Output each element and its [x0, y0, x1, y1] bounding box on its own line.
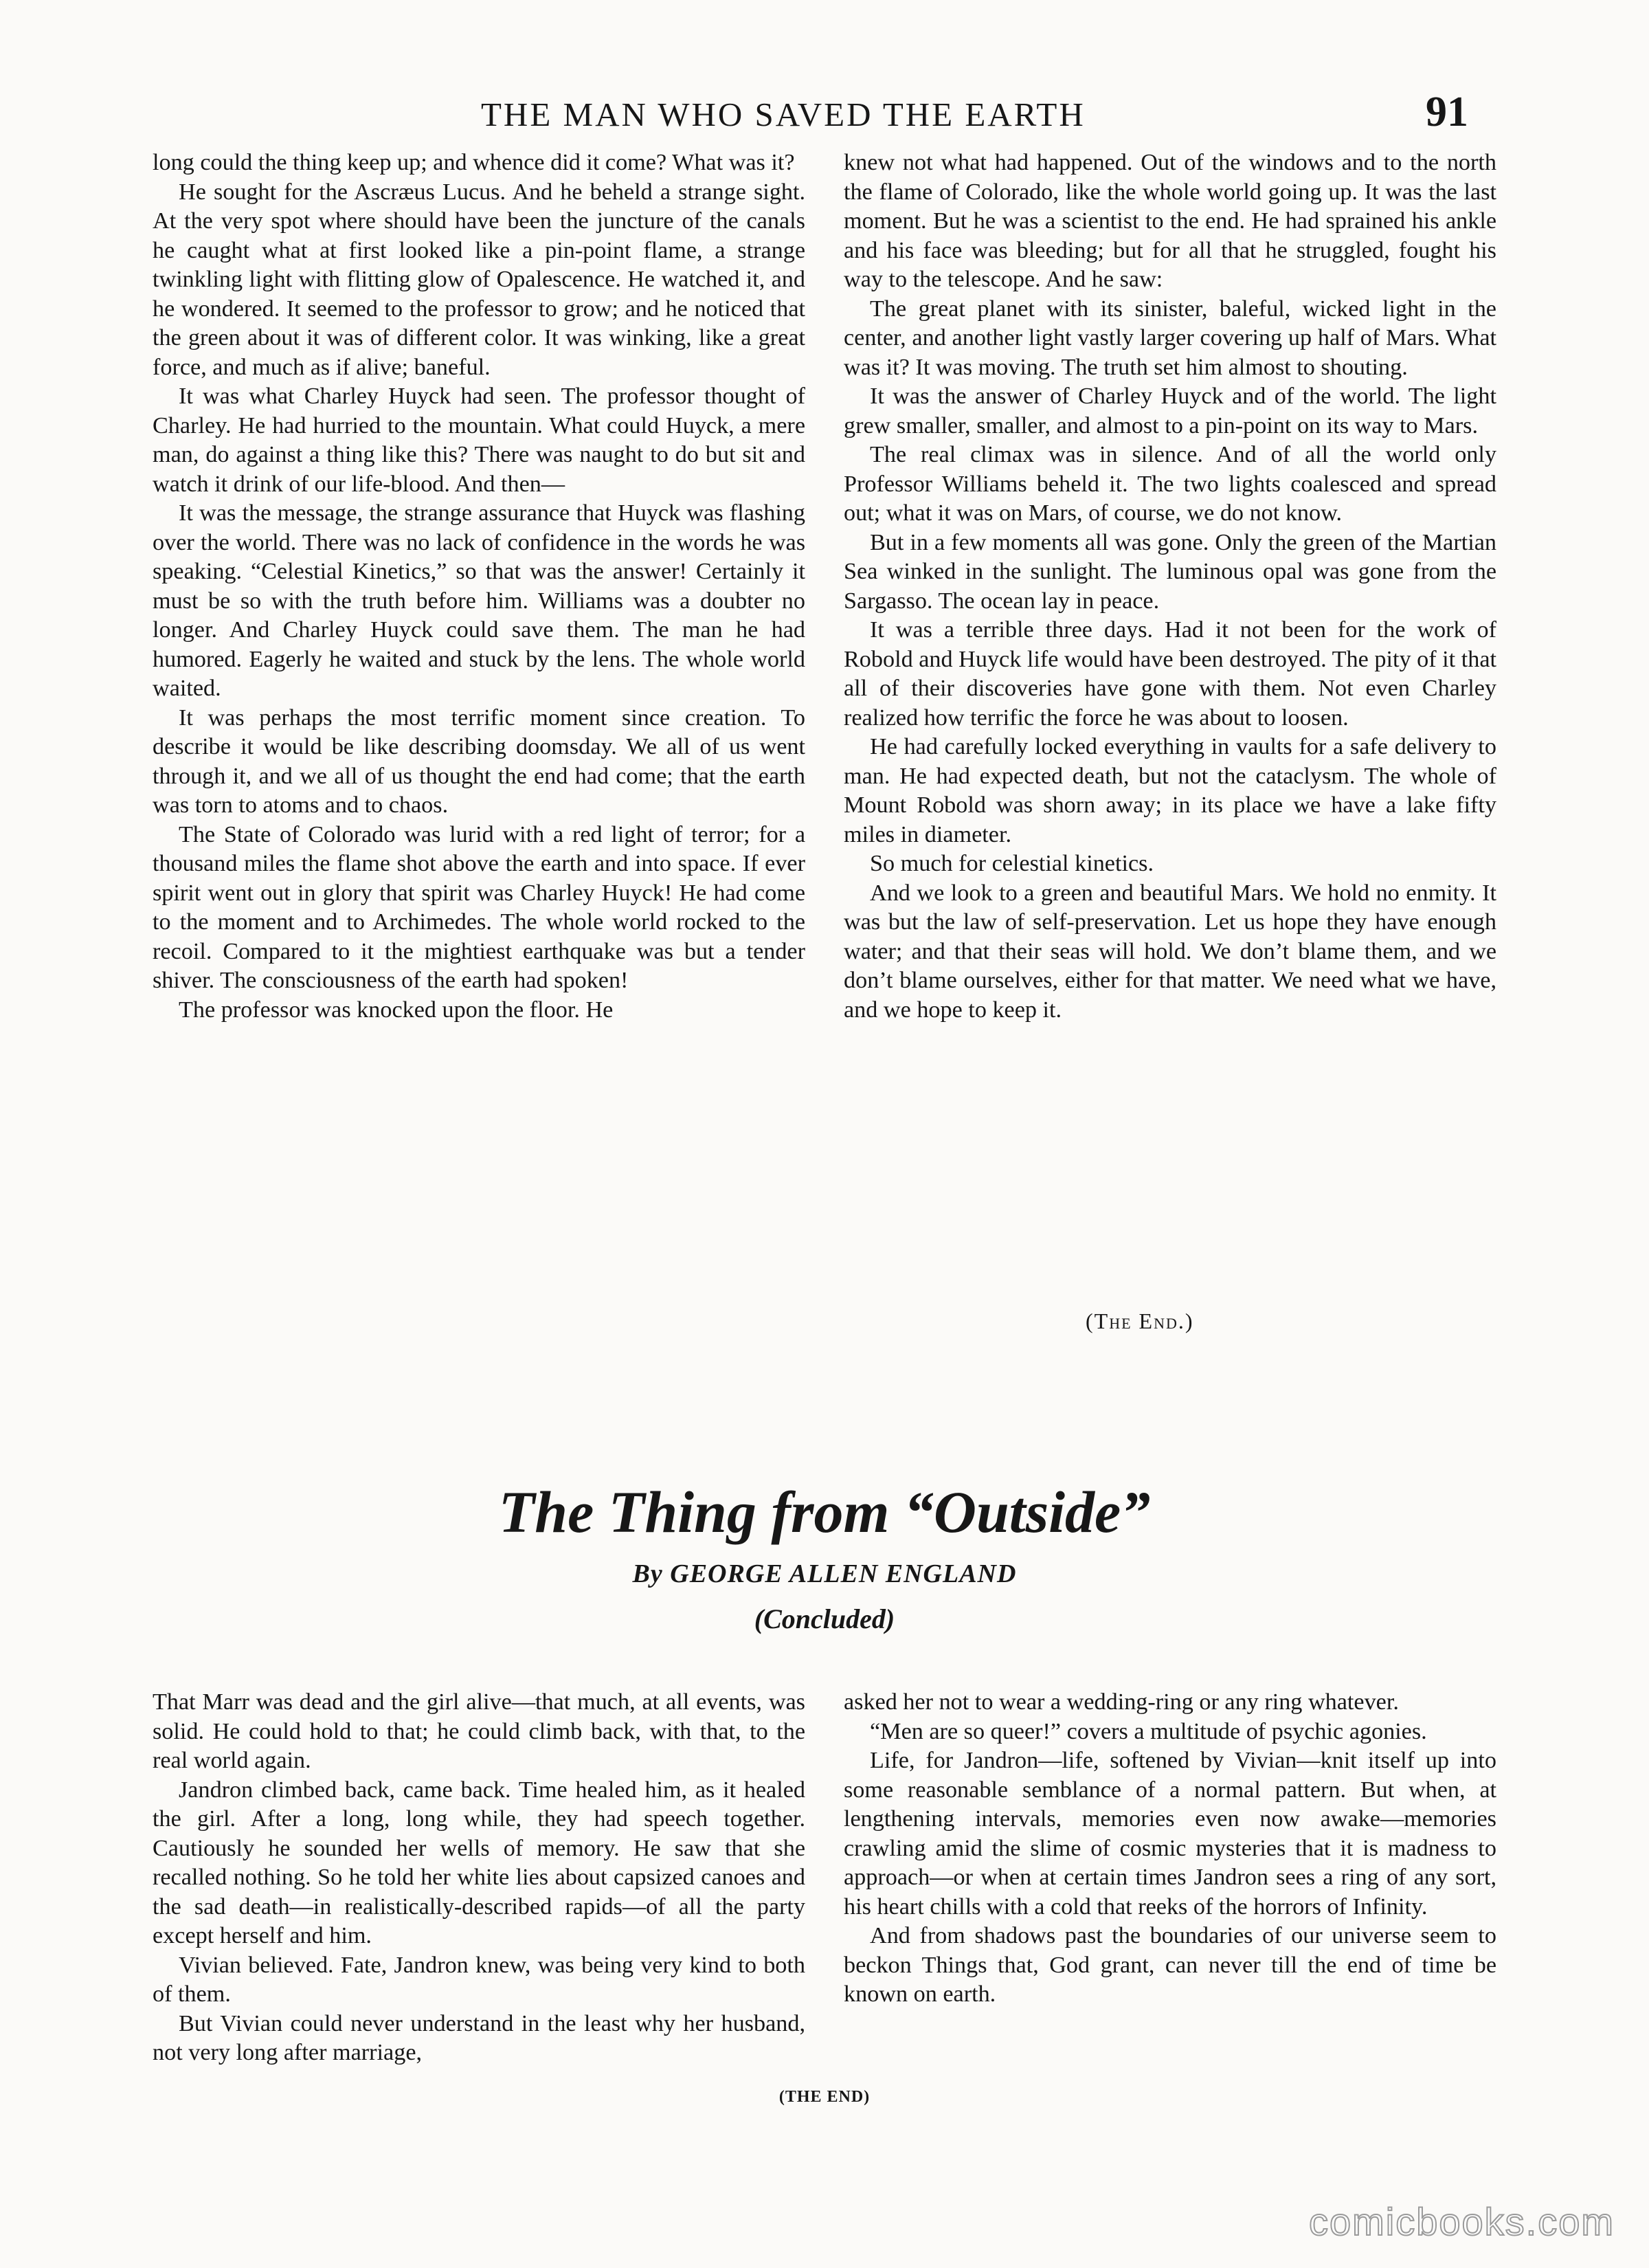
paragraph: So much for celestial kinetics. [870, 851, 1154, 876]
page-number: 91 [1426, 89, 1468, 135]
byline: By GEORGE ALLEN ENGLAND [632, 1559, 1017, 1588]
paragraph: The great planet with its sinister, baleful, wicked light in the center, and another light vastly larger covering up half of Mars. What was it? It was moving. The truth set him almost to shouting. [844, 296, 1496, 380]
concluded-label: (Concluded) [754, 1603, 895, 1634]
paragraph: knew not what had happened. Out of the windows and to the north the flame of Colorado, like the whole world going up. It was the last moment. But he was a scientist to the end. He had sprained his ankle and his face was bleeding; but for all that he struggled, fought his way to the telescope. And he saw: [844, 150, 1496, 292]
paragraph: It was perhaps the most terrific moment since creation. To describe it would be like describing doomsday. We all of us went through it, and we all of us thought the end had come; that the earth was torn to atoms and to chaos. [153, 704, 805, 818]
paragraph: asked her not to wear a wedding-ring or any ring whatever. [844, 1689, 1399, 1715]
story2-left-column [153, 1688, 805, 2068]
paragraph: It was the message, the strange assurance that Huyck was flashing over the world. There was no lack of confidence in the words he was speaking. “Celestial Kinetics,” so that was the answer! Certainly it must be so with the truth before him. Williams was a doubter no longer. And Charley Huyck could save them. The man he had humored. Eagerly he waited and stuck by the lens. The whole world waited. [153, 500, 805, 701]
story-title: The Thing from “Outside” [498, 1479, 1151, 1545]
paragraph: It was the answer of Charley Huyck and of the world. The light grew smaller, smaller, and almost to a pin-point on its way to Mars. [844, 383, 1496, 438]
story2-right-column [844, 1688, 1496, 2010]
story2-end-mark: (THE END) [778, 2088, 871, 2106]
paragraph: The State of Colorado was lurid with a red light of terror; for a thousand miles the flame shot above the earth and into space. If ever spirit went out in glory that spirit was Charley Huyck! He had come to the moment and to Archimedes. The whole world rocked to the recoil. Compared to it the mightiest earthquake was but a tender shiver. The consciousness of the earth had spoken! [153, 821, 805, 993]
paragraph: But in a few moments all was gone. Only the green of the Martian Sea winked in the sunlight. The luminous opal was gone from the Sargasso. The ocean lay in peace. [844, 529, 1496, 614]
running-title: THE MAN WHO SAVED THE EARTH [481, 96, 1086, 133]
paragraph: Jandron climbed back, came back. Time healed him, as it healed the girl. After a long, long while, they had speech together. Cautiously he sounded her wells of memory. He saw that she recalled nothing. So he told her white lies about capsized canoes and the sad death—in realistically-described rapids—of all the party except herself and him. [153, 1777, 805, 1948]
paragraph: That Marr was dead and the girl alive—that much, at all events, was solid. He could hold to that; he could climb back, with that, to the real world again. [153, 1689, 805, 1773]
paragraph: And we look to a green and beautiful Mars. We hold no enmity. It was but the law of self-preservation. Let us hope they have enough water; and that their seas will hold. We don’t blame them, and we don’t blame ourselves, either for that matter. We need what we have, and we hope to keep it. [844, 880, 1496, 1023]
story1-right-column [844, 148, 1496, 1025]
paragraph: And from shadows past the boundaries of our universe seem to beckon Things that, God grant, can never till the end of time be known on earth. [844, 1923, 1496, 2007]
paragraph: Vivian believed. Fate, Jandron knew, was being very kind to both of them. [153, 1952, 805, 2007]
watermark-logo: comicbooks.com [1308, 2200, 1615, 2243]
paragraph: Life, for Jandron—life, softened by Vivian—knit itself up into some reasonable semblance of a normal pattern. But when, at lengthening intervals, memories even now awake—memories crawling amid the slime of cosmic mysteries that it is madness to approach—or when at certain times Jandron sees a ring of any sort, his heart chills with a cold that reeks of the horrors of Infinity. [844, 1748, 1496, 1920]
paragraph: But Vivian could never understand in the least why her husband, not very long after marriage, [153, 2010, 805, 2065]
paragraph: He had carefully locked everything in vaults for a safe delivery to man. He had expected death, but not the cataclysm. The whole of Mount Robold was shorn away; in its place we have a lake fifty miles in diameter. [844, 734, 1496, 847]
paragraph: The real climax was in silence. And of all the world only Professor Williams beheld it. The two lights coalesced and spread out; what it was on Mars, of course, we do not know. [844, 442, 1496, 526]
paragraph: It was a terrible three days. Had it not been for the work of Robold and Huyck life would have been destroyed. The pity of it that all of their discoveries have gone with them. Not even Charley realized how terrific the force he was about to loosen. [844, 617, 1496, 731]
story1-left-column [153, 148, 805, 1025]
paragraph: It was what Charley Huyck had seen. The professor thought of Charley. He had hurried to the mountain. What could Huyck, a mere man, do against a thing like this? There was naught to do but sit and watch it drink of our life-blood. And then— [153, 383, 805, 497]
paragraph: “Men are so queer!” covers a multitude of psychic agonies. [870, 1718, 1427, 1744]
running-header [0, 88, 1649, 143]
paragraph: long could the thing keep up; and whence did it come? What was it? [153, 150, 795, 175]
paragraph: He sought for the Ascræus Lucus. And he beheld a strange sight. At the very spot where should have been the juncture of the canals he caught what at first looked like a pin-point flame, a strange twinkling light with flitting glow of Opalescence. He watched it, and he wondered. It seemed to the professor to grow; and he noticed that the green about it was of different color. It was winking, like a great force, and much as if alive; baneful. [153, 179, 805, 380]
paragraph: The professor was knocked upon the floor. He [179, 997, 614, 1023]
story1-end-mark: (The End.) [1086, 1309, 1194, 1333]
